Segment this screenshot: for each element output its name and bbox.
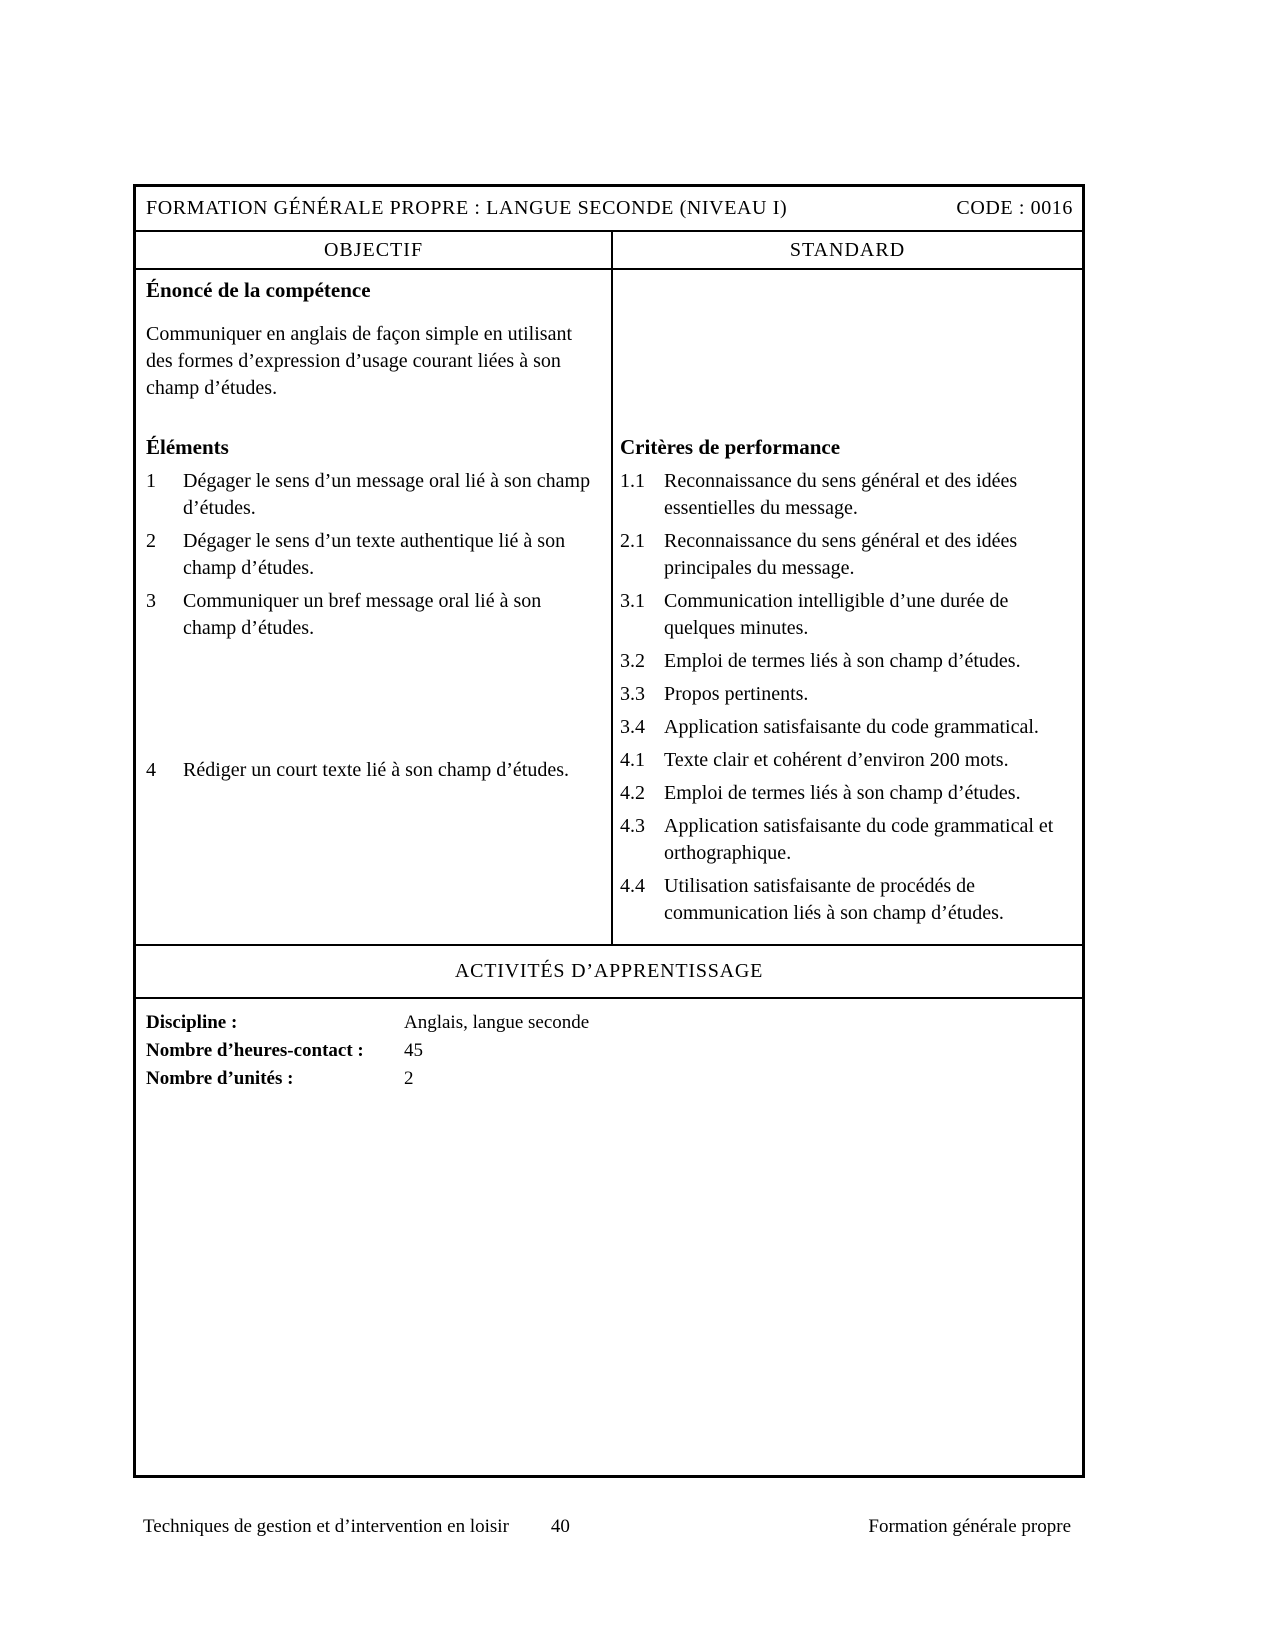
element-item xyxy=(146,468,599,522)
critere-item xyxy=(620,468,1074,522)
heures-contact-field xyxy=(146,1037,1072,1065)
critere-item xyxy=(620,714,1074,741)
critere-text: Propos pertinents. xyxy=(664,683,809,705)
critere-item xyxy=(620,528,1074,582)
element-item xyxy=(146,757,599,784)
critere-text: Reconnaissance du sens général et des idées essentielles du message. xyxy=(664,470,1018,519)
critere-text: Communication intelligible d’une durée de quelques minutes. xyxy=(664,590,1009,639)
page-footer xyxy=(143,1516,1071,1538)
main-body-row xyxy=(136,270,1082,946)
critere-item xyxy=(620,648,1074,675)
footer-program-name: Techniques de gestion et d’intervention en loisir xyxy=(143,1516,509,1537)
discipline-label: Discipline : xyxy=(146,1012,238,1033)
unites-field xyxy=(146,1065,1072,1093)
element-number: 3 xyxy=(146,590,156,612)
element-item xyxy=(146,528,599,582)
enonce-text: Communiquer en anglais de façon simple en utilisant des formes d’expression d’usage courant liées à son champ d’études. xyxy=(146,323,573,399)
column-header-standard: STANDARD xyxy=(789,238,906,261)
unites-label: Nombre d’unités : xyxy=(146,1068,294,1089)
element-number: 1 xyxy=(146,470,156,492)
critere-text: Application satisfaisante du code grammatical. xyxy=(664,716,1039,738)
objectif-cell xyxy=(136,270,613,944)
critere-number: 4.3 xyxy=(620,815,645,837)
activites-details xyxy=(136,999,1082,1475)
discipline-field xyxy=(146,1009,1072,1037)
element-item xyxy=(146,588,599,642)
element-number: 2 xyxy=(146,530,156,552)
program-table xyxy=(133,184,1085,1478)
critere-item xyxy=(620,780,1074,807)
element-text: Dégager le sens d’un message oral lié à son champ d’études. xyxy=(183,470,591,519)
critere-number: 3.4 xyxy=(620,716,645,738)
critere-item xyxy=(620,681,1074,708)
critere-number: 4.2 xyxy=(620,782,645,804)
discipline-value: Anglais, langue seconde xyxy=(404,1012,590,1033)
critere-number: 3.1 xyxy=(620,590,645,612)
critere-number: 4.4 xyxy=(620,875,645,897)
elements-heading: Éléments xyxy=(146,435,229,459)
critere-text: Texte clair et cohérent d’environ 200 mots. xyxy=(664,749,1009,771)
critere-text: Emploi de termes liés à son champ d’études. xyxy=(664,650,1021,672)
element-text: Communiquer un bref message oral lié à son champ d’études. xyxy=(183,590,542,639)
activites-heading-row xyxy=(136,946,1082,999)
critere-text: Emploi de termes liés à son champ d’études. xyxy=(664,782,1021,804)
critere-text: Application satisfaisante du code grammatical et orthographique. xyxy=(664,815,1054,864)
criteres-heading: Critères de performance xyxy=(620,435,841,459)
critere-item xyxy=(620,873,1074,927)
critere-number: 2.1 xyxy=(620,530,645,552)
element-text: Dégager le sens d’un texte authentique lié à son champ d’études. xyxy=(183,530,566,579)
standard-cell xyxy=(613,270,1082,944)
element-text: Rédiger un court texte lié à son champ d’études. xyxy=(183,759,569,781)
heures-contact-label: Nombre d’heures-contact : xyxy=(146,1040,364,1061)
critere-item xyxy=(620,747,1074,774)
critere-item xyxy=(620,813,1074,867)
enonce-heading: Énoncé de la compétence xyxy=(146,278,371,302)
critere-text: Reconnaissance du sens général et des idées principales du message. xyxy=(664,530,1018,579)
heures-contact-value: 45 xyxy=(404,1040,423,1061)
footer-section-name: Formation générale propre xyxy=(868,1516,1071,1537)
critere-number: 3.2 xyxy=(620,650,645,672)
critere-text: Utilisation satisfaisante de procédés de communication liés à son champ d’études. xyxy=(664,875,1004,924)
activites-heading: ACTIVITÉS D’APPRENTISSAGE xyxy=(454,960,764,982)
title-row xyxy=(136,187,1082,232)
critere-item xyxy=(620,588,1074,642)
footer-page-number: 40 xyxy=(550,1516,570,1537)
critere-number: 3.3 xyxy=(620,683,645,705)
column-header-objectif: OBJECTIF xyxy=(136,232,613,268)
critere-number: 1.1 xyxy=(620,470,645,492)
element-number: 4 xyxy=(146,759,156,781)
unites-value: 2 xyxy=(404,1068,414,1089)
course-code: CODE : 0016 xyxy=(956,197,1073,219)
critere-number: 4.1 xyxy=(620,749,645,771)
column-header-row xyxy=(136,232,1082,270)
document-title: FORMATION GÉNÉRALE PROPRE : LANGUE SECONDE (NIVEAU I) xyxy=(146,197,788,219)
